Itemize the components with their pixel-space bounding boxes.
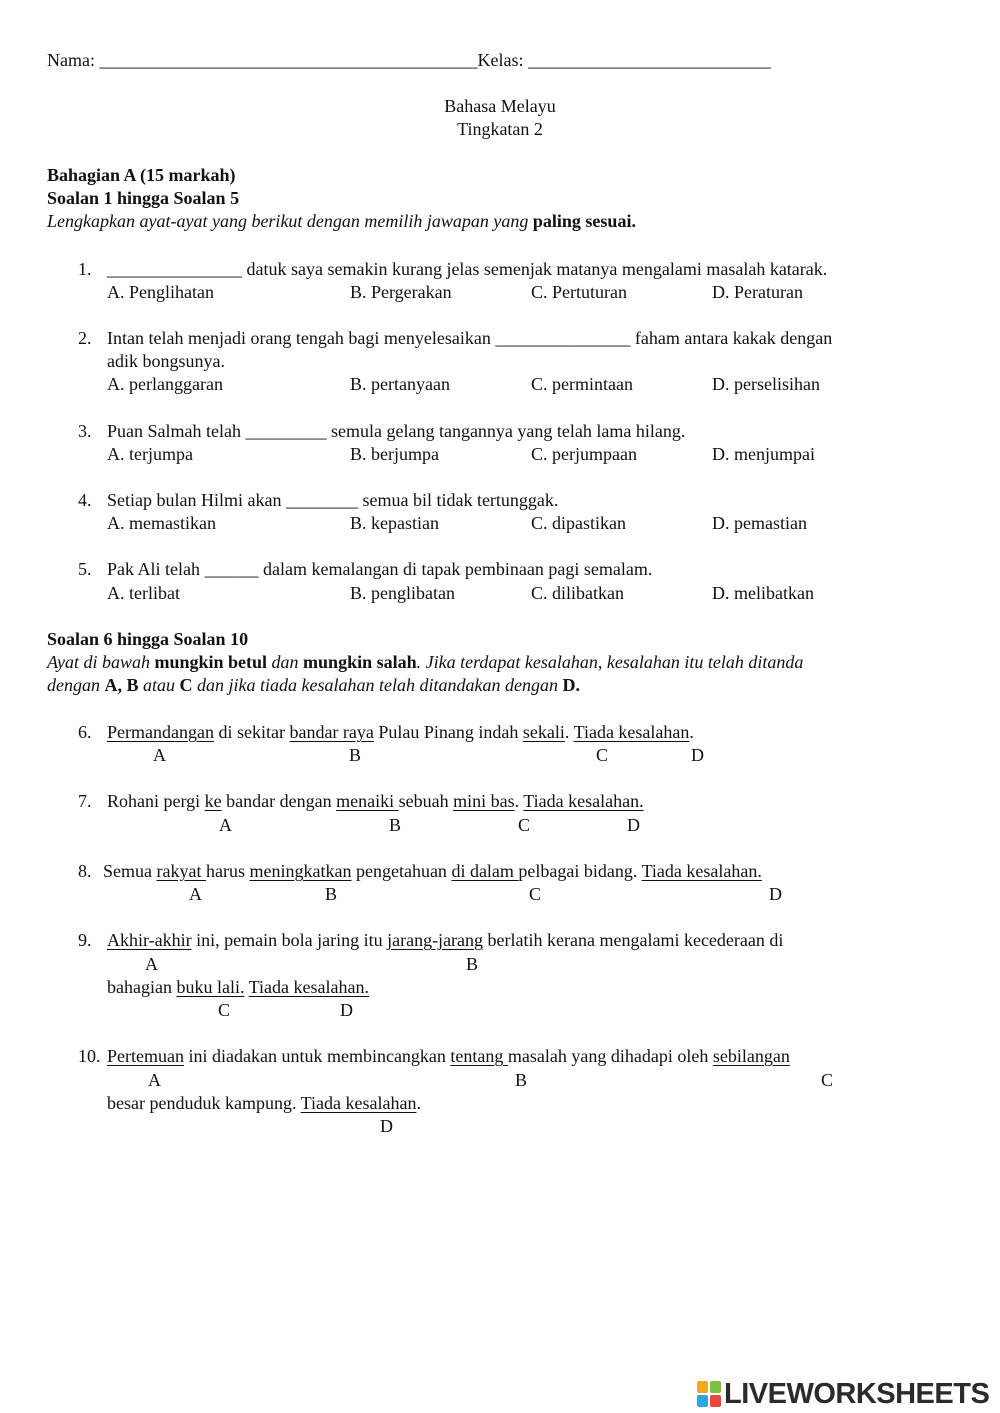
sentence-text: pelbagai bidang. [518,861,642,881]
question-sentence [103,860,762,883]
question-text [107,558,652,581]
ins-text: Ayat di bawah [47,652,155,672]
liveworksheets-logo-icon [697,1381,721,1407]
section-a-subheading: Soalan 1 hingga Soalan 5 [47,188,240,208]
segment-d[interactable]: Tiada kesalahan. [641,861,762,881]
label-c: C [596,745,609,765]
label-d: D [380,1116,393,1136]
label-b: B [325,884,338,904]
kelas-label: Kelas: [477,50,528,70]
option-d[interactable]: D. perselisihan [712,374,820,394]
logo-square [697,1381,708,1393]
label-b: B [466,954,479,974]
question-sentence [107,721,694,744]
logo-square [710,1381,721,1393]
question-sentence [107,1045,790,1068]
option-a[interactable]: A. perlanggaran [107,374,223,394]
logo-square [710,1395,721,1407]
question-number: 4. [78,490,92,510]
ins-bold: C [179,675,193,695]
segment-a[interactable]: Permandangan [107,722,214,742]
label-b: B [389,815,402,835]
segment-b[interactable]: jarang-jarang [387,930,484,950]
ins-bold: mungkin betul [154,652,268,672]
ins-text: . Jika terdapat kesalahan, kesalahan itu telah ditanda [416,652,804,672]
option-d[interactable]: D. melibatkan [712,583,814,603]
option-d[interactable]: D. Peraturan [712,282,803,302]
option-c[interactable]: C. permintaan [531,374,633,394]
label-d: D [340,1000,353,1020]
question-sentence-line2 [107,1092,421,1115]
segment-d[interactable]: Tiada kesalahan. [248,977,369,997]
section-a-instruction [47,210,636,233]
sentence-text: masalah yang dihadapi oleh [507,1046,713,1066]
question-text [107,489,558,512]
segment-b[interactable]: tentang [450,1046,508,1066]
sentence-text: Pulau Pinang indah [373,722,523,742]
label-c: C [518,815,531,835]
question-number: 3. [78,421,92,441]
question-number: 9. [78,930,92,950]
sentence-text: Semua [103,861,157,881]
question-text-post: dalam kemalangan di tapak pembinaan pagi semalam. [258,559,653,579]
question-number: 6. [78,722,92,742]
sentence-text: ini, pemain bola jaring itu [191,930,388,950]
question-text-post: semula gelang tangannya yang telah lama hilang. [326,421,686,441]
label-a: A [153,745,166,765]
sentence-text: pengetahuan [351,861,452,881]
sentence-text: . [564,722,574,742]
label-a: A [145,954,158,974]
question-text-line2: adik bongsunya. [107,351,225,371]
label-d: D [691,745,704,765]
question-number: 2. [78,328,92,348]
question-number: 5. [78,559,92,579]
logo-text: LIVEWORKSHEETS [724,1377,990,1410]
answer-blank[interactable]: _______________ [495,328,631,348]
name-class-line [47,49,771,72]
sentence-text: sebuah [398,791,454,811]
nama-blank[interactable]: __________________________________________ [99,50,478,70]
answer-blank[interactable]: _________ [245,421,327,441]
segment-a[interactable]: rakyat [156,861,206,881]
label-b: B [515,1070,528,1090]
question-text-pre: Setiap bulan Hilmi akan [107,490,286,510]
segment-b[interactable]: bandar raya [289,722,374,742]
ins-text: dan [267,652,304,672]
sentence-text: . [514,791,524,811]
segment-c[interactable]: buku lali. [176,977,245,997]
question-sentence-line2 [107,976,369,999]
segment-c[interactable]: sekali [522,722,565,742]
level-title: Tingkatan 2 [457,119,543,139]
segment-c[interactable]: sebilangan [712,1046,790,1066]
option-b[interactable]: B. penglibatan [350,583,455,603]
question-text-pre: Pak Ali telah [107,559,205,579]
sentence-text: di sekitar [213,722,290,742]
option-a[interactable]: A. terjumpa [107,444,193,464]
subject-title: Bahasa Melayu [444,96,556,116]
option-b[interactable]: B. kepastian [350,513,439,533]
section-b-instruction-line2 [47,674,580,697]
question-text-pre: Puan Salmah telah [107,421,246,441]
sentence-text: bahagian [107,977,177,997]
ins-text: dengan [47,675,105,695]
option-c[interactable]: C. dilibatkan [531,583,624,603]
question-number: 10. [78,1046,101,1066]
label-b: B [349,745,362,765]
sentence-text: harus [205,861,250,881]
question-text-post: faham antara kakak dengan [630,328,833,348]
label-c: C [821,1070,834,1090]
answer-blank[interactable]: _______________ [107,259,242,279]
label-c: C [218,1000,231,1020]
sentence-text: bandar dengan [221,791,337,811]
question-text [107,420,685,443]
segment-b[interactable]: meningkatkan [249,861,352,881]
question-sentence [107,790,644,813]
label-a: A [148,1070,161,1090]
instruction-text: Lengkapkan ayat-ayat yang berikut dengan memilih jawapan yang [47,211,533,231]
question-text [107,258,827,281]
segment-d[interactable]: Tiada kesalahan [573,722,690,742]
label-c: C [529,884,542,904]
option-a[interactable]: A. Penglihatan [107,282,214,302]
label-d: D [627,815,640,835]
option-c[interactable]: C. perjumpaan [531,444,637,464]
question-number: 8. [78,861,92,881]
segment-d[interactable]: Tiada kesalahan [300,1093,417,1113]
segment-a[interactable]: Akhir-akhir [107,930,192,950]
question-text-post: semua bil tidak tertunggak. [357,490,559,510]
section-a-heading: Bahagian A (15 markah) [47,165,236,185]
option-b[interactable]: B. Pergerakan [350,282,452,302]
question-number: 1. [78,259,92,279]
sentence-text: ini diadakan untuk membincangkan [183,1046,451,1066]
ins-bold: A, B [104,675,139,695]
segment-d[interactable]: Tiada kesalahan. [523,791,644,811]
ins-text: atau [138,675,180,695]
segment-a[interactable]: ke [204,791,222,811]
segment-a[interactable]: Pertemuan [107,1046,184,1066]
answer-blank[interactable]: ______ [204,559,259,579]
segment-c[interactable]: mini bas [453,791,515,811]
question-sentence [107,929,783,952]
option-d[interactable]: D. pemastian [712,513,807,533]
option-b[interactable]: B. berjumpa [350,444,439,464]
ins-bold: mungkin salah [303,652,417,672]
label-d: D [769,884,782,904]
question-text-post: datuk saya semakin kurang jelas semenjak matanya mengalami masalah katarak. [242,259,828,279]
label-a: A [219,815,232,835]
section-b-heading: Soalan 6 hingga Soalan 10 [47,629,249,649]
option-c[interactable]: C. dipastikan [531,513,626,533]
section-b-instruction-line1 [47,651,803,674]
label-a: A [189,884,202,904]
kelas-blank[interactable]: ___________________________ [527,50,771,70]
segment-c[interactable]: di dalam [451,861,519,881]
sentence-text: besar penduduk kampung. [107,1093,301,1113]
nama-label: Nama: [47,50,100,70]
ins-text: dan jika tiada kesalahan telah ditandakan dengan [192,675,563,695]
option-a[interactable]: A. memastikan [107,513,216,533]
question-text-pre: Intan telah menjadi orang tengah bagi menyelesaikan [107,328,496,348]
segment-b[interactable]: menaiki [336,791,399,811]
answer-blank[interactable]: ________ [285,490,358,510]
sentence-text: berlatih kerana mengalami kecederaan di [483,930,784,950]
instruction-bold: paling sesuai. [532,211,636,231]
sentence-text: . [416,1093,421,1113]
option-d[interactable]: D. menjumpai [712,444,815,464]
option-a[interactable]: A. terlibat [107,583,180,603]
option-c[interactable]: C. Pertuturan [531,282,627,302]
ins-bold: D. [562,675,580,695]
logo-square [697,1395,708,1407]
sentence-text: Rohani pergi [107,791,205,811]
option-b[interactable]: B. pertanyaan [350,374,450,394]
question-text [107,327,832,350]
liveworksheets-logo[interactable] [697,1377,989,1411]
question-number: 7. [78,791,92,811]
sentence-text: . [689,722,694,742]
